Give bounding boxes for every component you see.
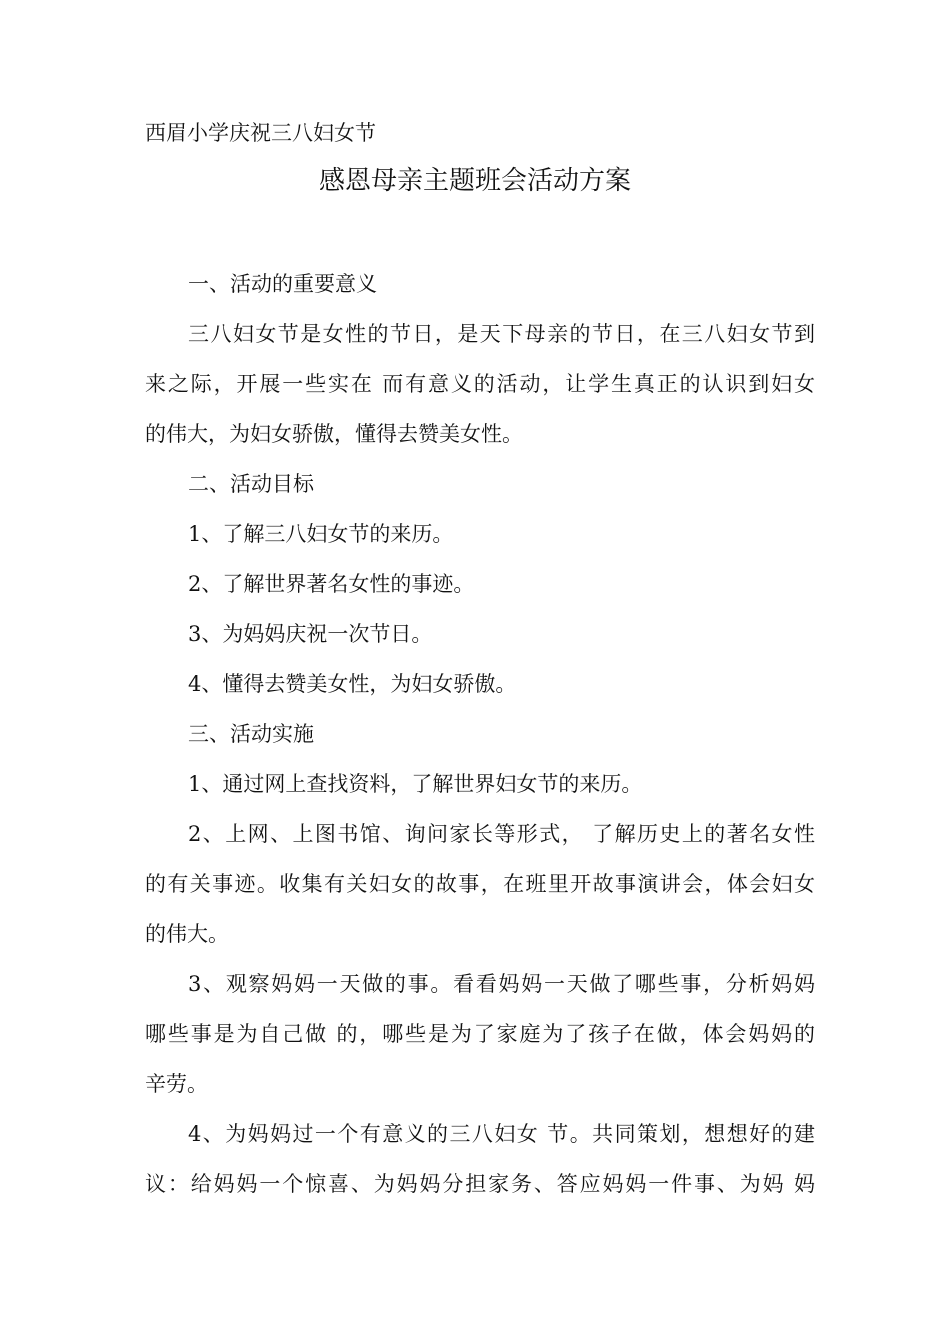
document-title: 感恩母亲主题班会活动方案 xyxy=(318,166,631,196)
list-item: 3、为妈妈庆祝一次节日。 xyxy=(188,622,433,646)
paragraph-line: 议：给妈妈一个惊喜、为妈妈分担家务、答应妈妈一件事、为妈 妈 xyxy=(145,1172,815,1196)
list-item: 1、通过网上查找资料，了解世界妇女节的来历。 xyxy=(188,772,643,796)
list-item: 2、了解世界著名女性的事迹。 xyxy=(188,572,475,596)
list-item: 4、为妈妈过一个有意义的三八妇女 节。共同策划，想想好的建 xyxy=(188,1122,815,1146)
paragraph-line: 三八妇女节是女性的节日，是天下母亲的节日，在三八妇女节到 xyxy=(188,322,815,346)
section-heading-significance: 一、活动的重要意义 xyxy=(188,272,377,296)
paragraph-line: 来之际，开展一些实在 而有意义的活动，让学生真正的认识到妇女 xyxy=(145,372,815,396)
list-item: 3、观察妈妈一天做的事。看看妈妈一天做了哪些事，分析妈妈 xyxy=(188,972,815,996)
section-heading-goals: 二、活动目标 xyxy=(188,472,314,496)
paragraph-line: 辛劳。 xyxy=(145,1072,208,1096)
paragraph-line: 哪些事是为自己做 的，哪些是为了家庭为了孩子在做，体会妈妈的 xyxy=(145,1022,815,1046)
school-event-supertitle: 西眉小学庆祝三八妇女节 xyxy=(145,121,376,145)
list-item: 1、了解三八妇女节的来历。 xyxy=(188,522,454,546)
paragraph-line: 的伟大，为妇女骄傲，懂得去赞美女性。 xyxy=(145,422,523,446)
paragraph-line: 的伟大。 xyxy=(145,922,229,946)
list-item: 2、上网、上图书馆、询问家长等形式， 了解历史上的著名女性 xyxy=(188,822,815,846)
section-heading-implementation: 三、活动实施 xyxy=(188,722,314,746)
list-item: 4、懂得去赞美女性，为妇女骄傲。 xyxy=(188,672,517,696)
paragraph-line: 的有关事迹。收集有关妇女的故事，在班里开故事演讲会，体会妇女 xyxy=(145,872,815,896)
